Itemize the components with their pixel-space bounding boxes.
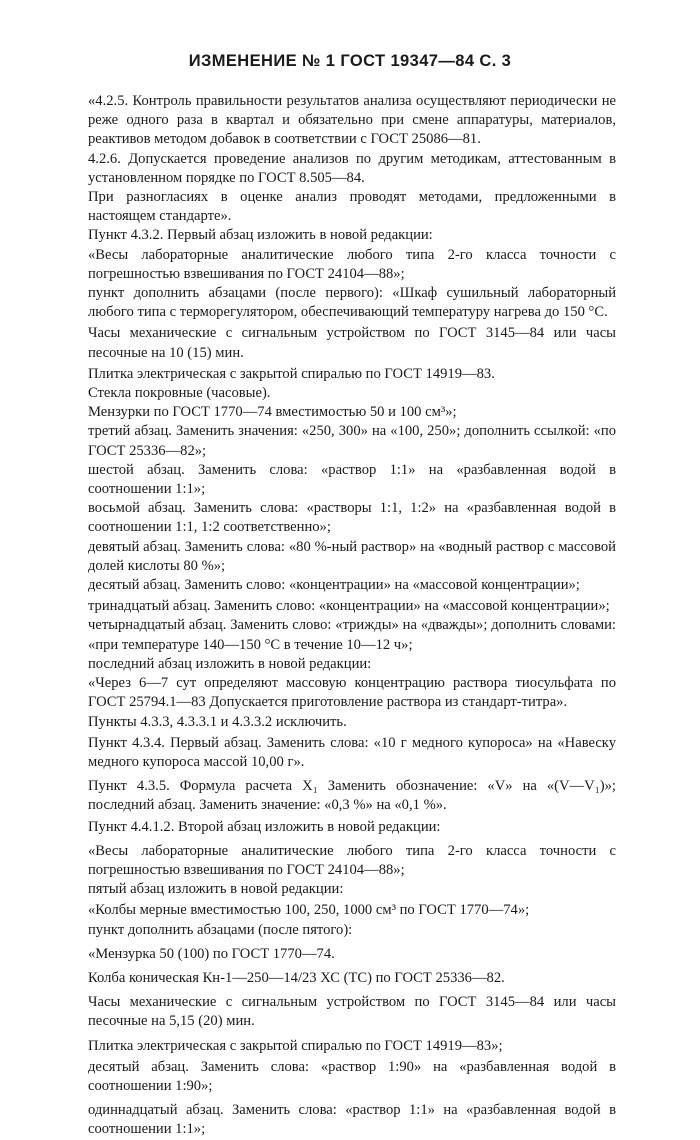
paragraph-clock-2: Часы механические с сигнальным устройством по ГОСТ 3145—84 или часы песочные на 5,15 (20) мин.	[88, 994, 616, 1030]
paragraph-tenth: десятый абзац. Заменить слово: «концентрации» на «массовой концентрации»;	[88, 577, 580, 594]
paragraph-4-3-2-clock: Часы механические с сигнальным устройством по ГОСТ 3145—84 или часы песочные на 10 (15) мин.	[88, 325, 616, 361]
paragraph-thirteenth: тринадцатый абзац. Заменить слово: «концентрации» на «массовой концентрации»;	[88, 598, 610, 615]
paragraph-hotplate-2: Плитка электрическая с закрытой спиралью по ГОСТ 14919—83»;	[88, 1037, 503, 1054]
paragraph-cylinder: «Мензурка 50 (100) по ГОСТ 1770—74.	[88, 945, 335, 962]
paragraph-fifth-intro: пятый абзац изложить в новой редакции:	[88, 881, 344, 898]
paragraph-4-3-2-scales: «Весы лабораторные аналитические любого типа 2-го класса точности с погрешностью взвешивания по ГОСТ 24104—88»;	[88, 246, 616, 282]
paragraph-fourteenth: четырнадцатый абзац. Заменить слово: «трижды» на «дважды»; дополнить словами: «при температуре 140—150 °С в течение 10—12 ч»;	[88, 617, 616, 653]
paragraph-4-4-1-2-intro: Пункт 4.4.1.2. Второй абзац изложить в новой редакции:	[88, 818, 441, 835]
paragraph-exclude: Пункты 4.3.3, 4.3.3.1 и 4.3.3.2 исключить.	[88, 713, 347, 730]
paragraph-4-3-2-oven: пункт дополнить абзацами (после первого): «Шкаф сушильный лабораторный любого типа с терморегулятором, обеспечивающий температуру нагрева до 150 °С.	[88, 285, 616, 321]
paragraph-4-3-2-cylinders: Мензурки по ГОСТ 1770—74 вместимостью 50 и 100 см³»;	[88, 404, 457, 421]
paragraph-tenth-2: десятый абзац. Заменить слова: «раствор 1:90» на «разбавленная водой в соотношении 1:90»;	[88, 1058, 616, 1094]
paragraph-ninth: девятый абзац. Заменить слова: «80 %-ный раствор» на «водный раствор с массовой долей кислоты 80 %»;	[88, 538, 616, 574]
paragraph-disagreements: При разногласиях в оценке анализ проводят методами, предложенными в настоящем стандарте».	[88, 189, 616, 225]
paragraph-4-4-1-2-scales: «Весы лабораторные аналитические любого типа 2-го класса точности с погрешностью взвешивания по ГОСТ 24104—88»;	[88, 842, 616, 878]
page-header: ИЗМЕНЕНИЕ № 1 ГОСТ 19347—84 С. 3	[188, 52, 512, 70]
paragraph-4-2-5: «4.2.5. Контроль правильности результатов анализа осуществляют периодически не реже одного раза в квартал и обязательно при смене аппаратуры, материалов, реактивов методом добавок в соответствии с ГОСТ 25086—81.	[88, 93, 616, 148]
paragraph-4-2-6: 4.2.6. Допускается проведение анализов по другим методикам, аттестованным в установленном порядке по ГОСТ 8.505—84.	[88, 150, 616, 186]
paragraph-flasks: «Колбы мерные вместимостью 100, 250, 1000 см³ по ГОСТ 1770—74»;	[88, 902, 530, 919]
document-body	[88, 92, 616, 1140]
paragraph-last-text: «Через 6—7 сут определяют массовую концентрацию раствора тиосульфата по ГОСТ 25794.1—83 Допускается приготовление раствора из стандарт-титра».	[88, 675, 616, 711]
paragraph-last-intro: последний абзац изложить в новой редакции:	[88, 655, 372, 672]
paragraph-sixth: шестой абзац. Заменить слова: «раствор 1:1» на «разбавленная водой в соотношении 1:1»;	[88, 461, 616, 498]
paragraph-4-3-2-hotplate: Плитка электрическая с закрытой спиралью по ГОСТ 14919—83.	[88, 365, 495, 382]
paragraph-4-3-5: Пункт 4.3.5. Формула расчета X₁ Заменить обозначение: «V» на «(V—V₁)»; последний абзац. Заменить значение: «0,3 %» на «0,1 %».	[88, 778, 616, 814]
paragraph-eighth: восьмой абзац. Заменить слова: «растворы 1:1, 1:2» на «разбавленная водой в соотношении 1:1, 1:2 соответственно»;	[88, 500, 616, 536]
paragraph-4-3-2-intro: Пункт 4.3.2. Первый абзац изложить в новой редакции:	[88, 227, 433, 244]
paragraph-eleventh: одиннадцатый абзац. Заменить слова: «раствор 1:1» на «разбавленная водой в соотношении 1:1»;	[88, 1102, 616, 1138]
paragraph-third: третий абзац. Заменить значения: «250, 300» на «100, 250»; дополнить ссылкой: «по ГОСТ 25336—82»;	[88, 423, 616, 459]
paragraph-conical-flask: Колба коническая Кн-1—250—14/23 ХС (ТС) по ГОСТ 25336—82.	[88, 969, 505, 986]
paragraph-4-3-2-glass: Стекла покровные (часовые).	[88, 385, 271, 402]
paragraph-add-after-fifth: пункт дополнить абзацами (после пятого):	[88, 921, 353, 938]
paragraph-4-3-4: Пункт 4.3.4. Первый абзац. Заменить слова: «10 г медного купороса» на «Навеску медного купороса массой 10,00 г».	[88, 734, 616, 770]
